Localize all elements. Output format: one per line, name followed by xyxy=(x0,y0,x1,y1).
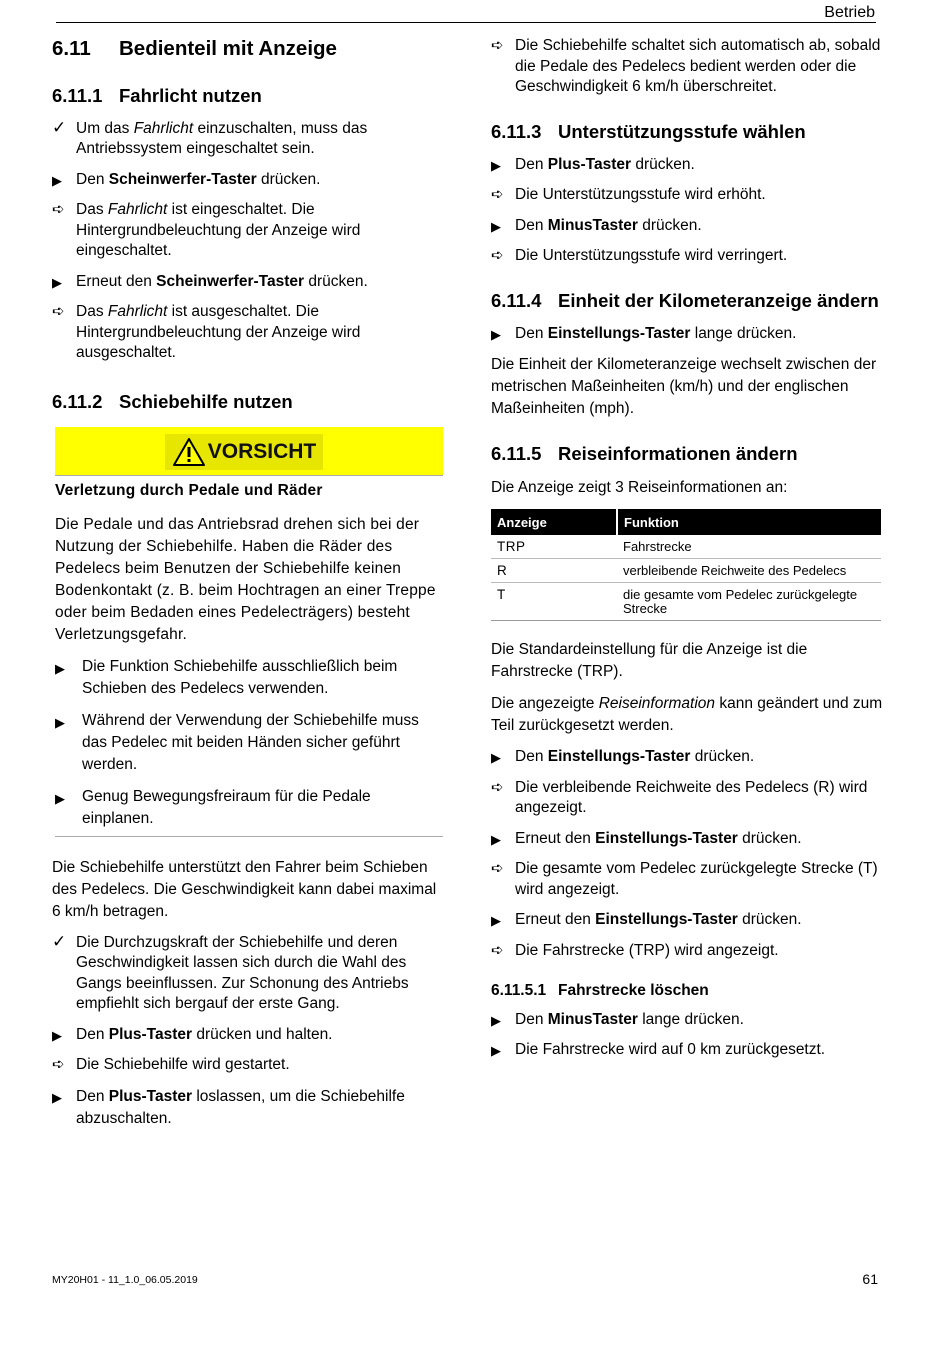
list-item: ▶ Während der Verwendung der Schiebehilfe muss das Pedelec mit beiden Händen sicher geführt werden. xyxy=(55,711,419,773)
list-item: ▶ Erneut den Einstellungs-Taster drücken. xyxy=(491,829,883,850)
warning-text: Die Pedale und das Antriebsrad drehen sich bei der Nutzung der Schiebehilfe. Haben die Räder des Pedelecs beim Benutzen der Schiebehilfe keinen Bodenkontakt (z. B. beim Hochtragen an einer Treppe oder beim Bedaden eines Pedelecträgers) besteht Verletzungsgefahr. xyxy=(55,515,436,643)
left-column xyxy=(52,36,444,1140)
heading-6-11-1: 6.11.1 Fahrlicht nutzen xyxy=(52,84,262,106)
action-arrow-icon: ▶ xyxy=(491,1012,501,1028)
warning-box xyxy=(55,427,443,837)
list-item: ➪ Das Fahrlicht ist eingeschaltet. Die Hintergrundbeleuchtung der Anzeige wird eingeschaltet. xyxy=(52,201,361,260)
heading-6-11-2: 6.11.2 Schiebehilfe nutzen xyxy=(52,390,293,412)
table-cell: Fahrstrecke xyxy=(617,535,881,559)
list-item: ▶ Den Plus-Taster drücken. xyxy=(491,155,883,176)
check-icon: ✓ xyxy=(52,931,67,951)
column-header: Anzeige xyxy=(491,509,617,535)
result-arrow-icon: ➪ xyxy=(491,941,504,959)
result-arrow-icon: ➪ xyxy=(491,778,504,796)
table-row xyxy=(491,583,881,621)
list-item: ➪ Die Schiebehilfe wird gestartet. xyxy=(52,1055,444,1076)
result-arrow-icon: ➪ xyxy=(52,201,65,219)
list-item: ▶ Den Scheinwerfer-Taster drücken. xyxy=(52,170,444,191)
paragraph: Die Anzeige zeigt 3 Reiseinformationen an: xyxy=(491,479,788,497)
result-arrow-icon: ➪ xyxy=(52,1056,65,1074)
table-cell: verbleibende Reichweite des Pedelecs xyxy=(617,559,881,583)
result-arrow-icon: ➪ xyxy=(491,37,504,54)
list-item: ▶ Genug Bewegungsfreiraum für die Pedale einplanen. xyxy=(55,787,371,827)
heading-6-11: 6.11 Bedienteil mit Anzeige xyxy=(52,37,337,60)
paragraph: Die angezeigte Reiseinformation kann geändert und zum Teil zurückgesetzt werden. xyxy=(491,695,883,735)
table-row xyxy=(491,535,881,559)
warning-triangle-icon xyxy=(172,437,206,467)
paragraph: Die Standardeinstellung für die Anzeige ist die Fahrstrecke (TRP). xyxy=(491,641,808,681)
action-arrow-icon: ▶ xyxy=(491,326,501,342)
list-item: ▶ Die Funktion Schiebehilfe ausschließlich beim Schieben des Pedelecs verwenden. xyxy=(55,657,398,697)
result-arrow-icon: ➪ xyxy=(491,247,504,265)
list-item: ▶ Erneut den Scheinwerfer-Taster drücken. xyxy=(52,272,444,293)
heading-6-11-3: 6.11.3 Unterstützungsstufe wählen xyxy=(491,120,806,142)
list-item: ➪ Die verbleibende Reichweite des Pedelecs (R) wird angezeigt. xyxy=(491,778,868,817)
list-item: ▶ Den MinusTaster drücken. xyxy=(491,216,883,237)
running-header: Betrieb xyxy=(824,4,875,21)
list-item: ➪ Das Fahrlicht ist ausgeschaltet. Die Hintergrundbeleuchtung der Anzeige wird ausgeschaltet. xyxy=(52,303,361,362)
action-arrow-icon: ▶ xyxy=(491,750,501,766)
table-cell: R xyxy=(491,559,617,583)
check-icon: ✓ xyxy=(52,117,67,137)
list-item: ▶ Den Plus-Taster loslassen, um die Schiebehilfe abzuschalten. xyxy=(52,1087,405,1127)
action-arrow-icon: ▶ xyxy=(55,714,65,730)
list-item: ▶ Die Fahrstrecke wird auf 0 km zurückgesetzt. xyxy=(491,1040,883,1061)
action-arrow-icon: ▶ xyxy=(491,218,501,234)
footer-doc-id: MY20H01 - 11_1.0_06.05.2019 xyxy=(52,1274,198,1286)
warning-body xyxy=(55,476,443,830)
page-number: 61 xyxy=(862,1271,878,1287)
list-item: ➪ Die Fahrstrecke (TRP) wird angezeigt. xyxy=(491,941,883,962)
result-arrow-icon: ➪ xyxy=(52,303,65,321)
list-item: ➪ Die Unterstützungsstufe wird verringert. xyxy=(491,246,883,267)
warning-bottom-rule xyxy=(55,836,443,837)
paragraph: Die Einheit der Kilometeranzeige wechselt zwischen der metrischen Maßeinheiten (km/h) und der englischen Maßeinheiten (mph). xyxy=(491,356,877,418)
action-arrow-icon: ▶ xyxy=(491,1043,501,1059)
action-arrow-icon: ▶ xyxy=(52,274,62,290)
list-item: ✓ Die Durchzugskraft der Schiebehilfe und deren Geschwindigkeit lassen sich durch die Wahl des Gangs beeinflussen. Zur Schonung des Antriebs empfiehlt sich bergauf der erste Gang. xyxy=(52,931,409,1013)
warning-title: Verletzung durch Pedale und Räder xyxy=(55,481,323,499)
action-arrow-icon: ▶ xyxy=(52,172,62,188)
list-item: ✓ Um das Fahrlicht einzuschalten, muss das Antriebssystem eingeschaltet sein. xyxy=(52,117,368,158)
list-item: ▶ Den Plus-Taster drücken und halten. xyxy=(52,1025,444,1046)
table-header-row xyxy=(491,509,881,535)
result-arrow-icon: ➪ xyxy=(491,860,504,878)
warning-label: VORSICHT xyxy=(165,434,323,470)
list-item: ▶ Erneut den Einstellungs-Taster drücken. xyxy=(491,910,883,931)
heading-6-11-5-1: 6.11.5.1 Fahrstrecke löschen xyxy=(491,982,709,1000)
paragraph: Die Schiebehilfe unterstützt den Fahrer beim Schieben des Pedelecs. Die Geschwindigkeit kann dabei maximal 6 km/h betragen. xyxy=(52,858,437,920)
table-cell: T xyxy=(491,583,617,621)
action-arrow-icon: ▶ xyxy=(491,157,501,173)
list-item: ➪ Die gesamte vom Pedelec zurückgelegte Strecke (T) wird angezeigt. xyxy=(491,860,878,898)
trip-info-table xyxy=(491,509,881,621)
action-arrow-icon: ▶ xyxy=(491,913,501,929)
action-arrow-icon: ▶ xyxy=(491,831,501,847)
heading-6-11-4: 6.11.4 Einheit der Kilometeranzeige ändern xyxy=(491,289,879,311)
table-cell: die gesamte vom Pedelec zurückgelegte Strecke xyxy=(617,583,881,621)
column-header: Funktion xyxy=(617,509,881,535)
list-item: ➪ Die Schiebehilfe schaltet sich automatisch ab, sobald die Pedale des Pedelecs bedient werden oder die Geschwindigkeit 6 km/h überschreitet. xyxy=(491,37,881,95)
heading-6-11-5: 6.11.5 Reiseinformationen ändern xyxy=(491,443,798,465)
action-arrow-icon: ▶ xyxy=(55,790,65,806)
warning-banner xyxy=(55,427,443,475)
action-arrow-icon: ▶ xyxy=(55,660,65,676)
list-item: ▶ Den Einstellungs-Taster drücken. xyxy=(491,747,883,768)
table-row xyxy=(491,559,881,583)
list-item: ▶ Den MinusTaster lange drücken. xyxy=(491,1010,883,1031)
list-item: ➪ Die Unterstützungsstufe wird erhöht. xyxy=(491,185,883,206)
table-cell: TRP xyxy=(491,535,617,559)
action-arrow-icon: ▶ xyxy=(52,1027,62,1043)
action-arrow-icon: ▶ xyxy=(52,1089,62,1105)
right-column xyxy=(491,36,883,1071)
header-rule xyxy=(56,22,876,23)
list-item: ▶ Den Einstellungs-Taster lange drücken. xyxy=(491,324,883,345)
result-arrow-icon: ➪ xyxy=(491,186,504,204)
